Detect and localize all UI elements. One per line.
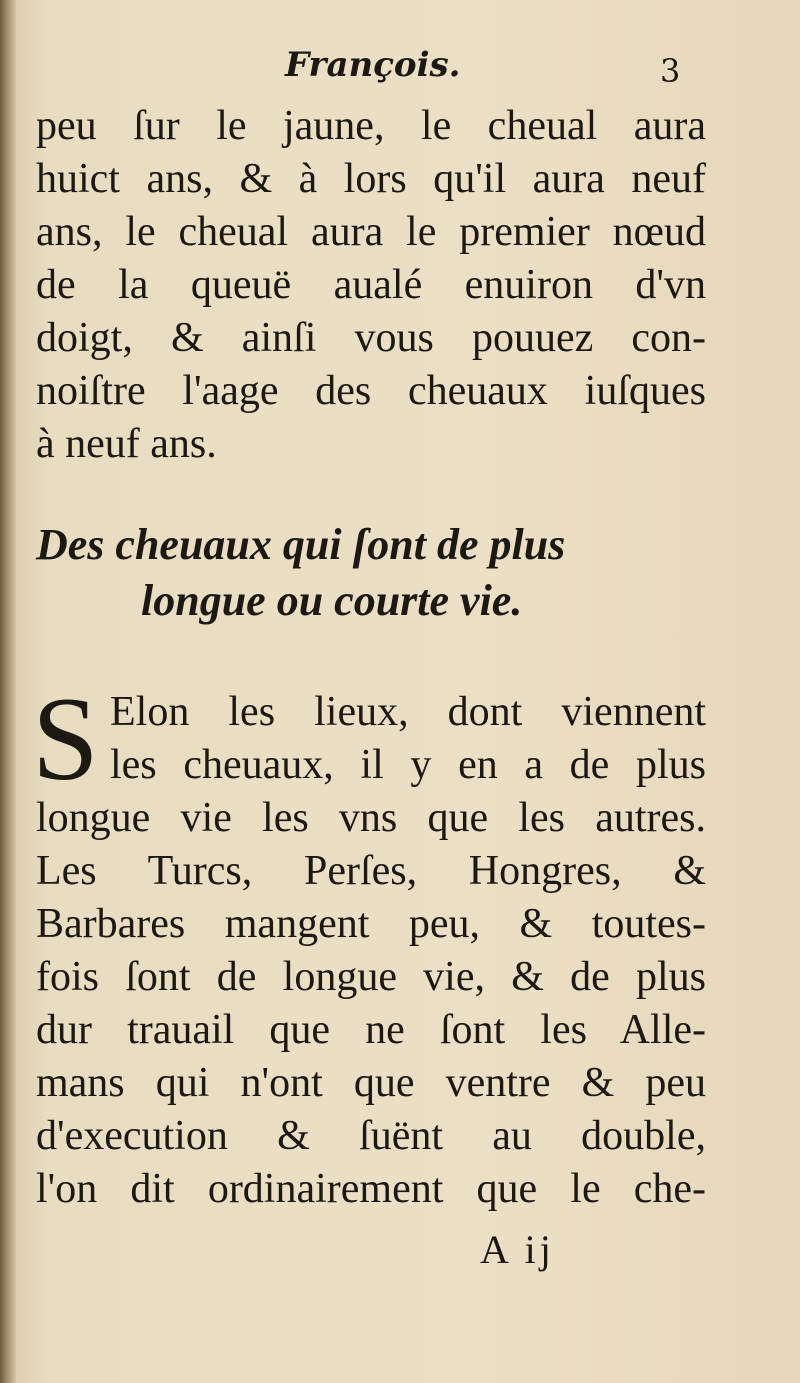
paragraph <box>32 672 706 1216</box>
page-number: 3 <box>660 52 681 90</box>
running-title: François. <box>285 45 461 85</box>
text-line: doigt, & ainſi vous pouuez con- <box>36 315 706 361</box>
text-line: fois ſont de longue vie, & de plus <box>36 954 706 1000</box>
drop-cap: S <box>32 672 99 805</box>
signature-mark: A ij <box>480 1227 555 1272</box>
text-line: l'on dit ordinairement que le che- <box>36 1166 706 1212</box>
text-line: Les Turcs, Perſes, Hongres, & <box>36 848 706 894</box>
section-heading <box>36 517 706 629</box>
text-line: d'execution & ſuënt au double, <box>36 1113 706 1159</box>
text-line: de la queuë aualé enuiron d'vn <box>36 262 706 308</box>
paragraph-continued <box>36 100 706 471</box>
text-line: ans, le cheual aura le premier nœud <box>36 209 706 255</box>
heading-line: Des cheuaux qui ſont de plus <box>36 520 566 569</box>
text-line: noiſtre l'aage des cheuaux iuſques <box>36 368 706 414</box>
heading-line: longue ou courte vie. <box>141 576 523 625</box>
text-line: à neuf ans. <box>36 421 217 467</box>
text-line: longue vie les vns que les autres. <box>36 795 706 841</box>
text-line: huict ans, & à lors qu'il aura neuf <box>36 156 706 202</box>
text-line: dur trauail que ne ſont les Alle- <box>36 1007 706 1053</box>
text-line: Elon les lieux, dont viennent <box>110 689 706 735</box>
text-line: mans qui n'ont que ventre & peu <box>36 1060 706 1106</box>
text-line: les cheuaux, il y en a de plus <box>110 742 706 788</box>
running-head <box>0 40 800 100</box>
text-line: peu ſur le jaune, le cheual aura <box>36 103 706 149</box>
text-line: Barbares mangent peu, & toutes- <box>36 901 706 947</box>
page-gutter <box>0 0 16 1383</box>
